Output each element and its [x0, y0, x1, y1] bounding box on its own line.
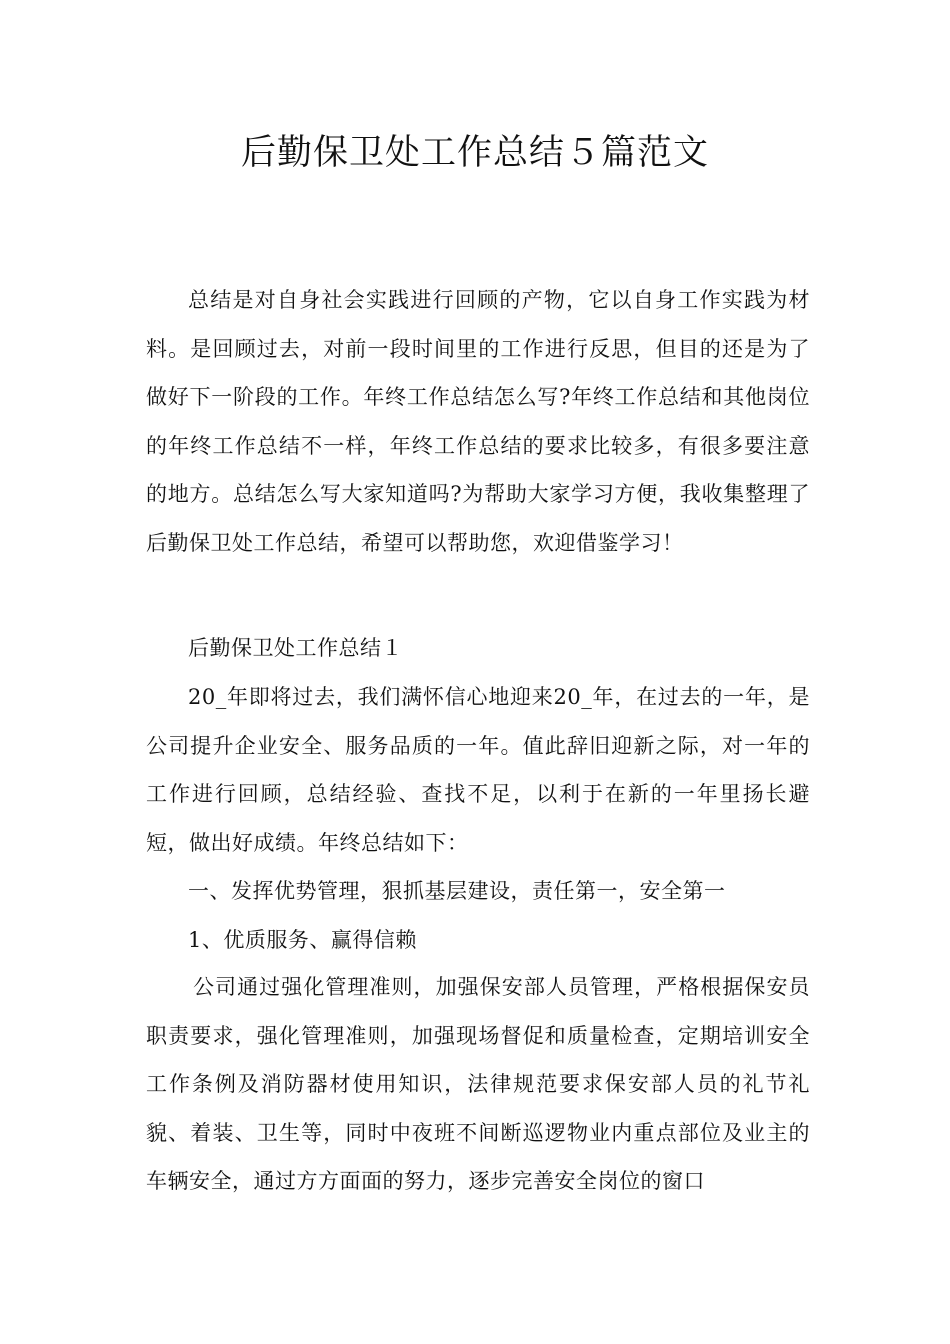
body-paragraph-1: 20_年即将过去，我们满怀信心地迎来20_年，在过去的一年，是公司提升企业安全、服务品质的一年。值此辞旧迎新之际，对一年的工作进行回顾，总结经验、查找不足，以利于在新的一年里扬长避短，做出好成绩。年终总结如下： — [146, 685, 810, 855]
body-paragraph-2: 公司通过强化管理准则，加强保安部人员管理，严格根据保安员职责要求，强化管理准则，加强现场督促和质量检查，定期培训安全工作条例及消防器材使用知识，法律规范要求保安部人员的礼节礼貌、着装、卫生等，同时中夜班不间断巡逻物业内重点部位及业主的车辆安全，通过方方面面的努力，逐步完善安全岗位的窗口 — [146, 975, 810, 1193]
intro-paragraph: 总结是对自身社会实践进行回顾的产物，它以自身工作实践为材料。是回顾过去，对前一段时间里的工作进行反思，但目的还是为了做好下一阶段的工作。年终工作总结怎么写?年终工作总结和其他岗位的年终工作总结不一样，年终工作总结的要求比较多，有很多要注意的地方。总结怎么写大家知道吗?为帮助大家学习方便，我收集整理了后勤保卫处工作总结，希望可以帮助您，欢迎借鉴学习！ — [146, 288, 810, 555]
section-subtitle: 后勤保卫处工作总结１ — [188, 636, 403, 660]
section-heading-2: 1、优质服务、赢得信赖 — [188, 928, 417, 952]
section-heading-1: 一、发挥优势管理，狠抓基层建设，责任第一，安全第一 — [188, 879, 726, 903]
document-title: 后勤保卫处工作总结５篇范文 — [240, 133, 709, 173]
